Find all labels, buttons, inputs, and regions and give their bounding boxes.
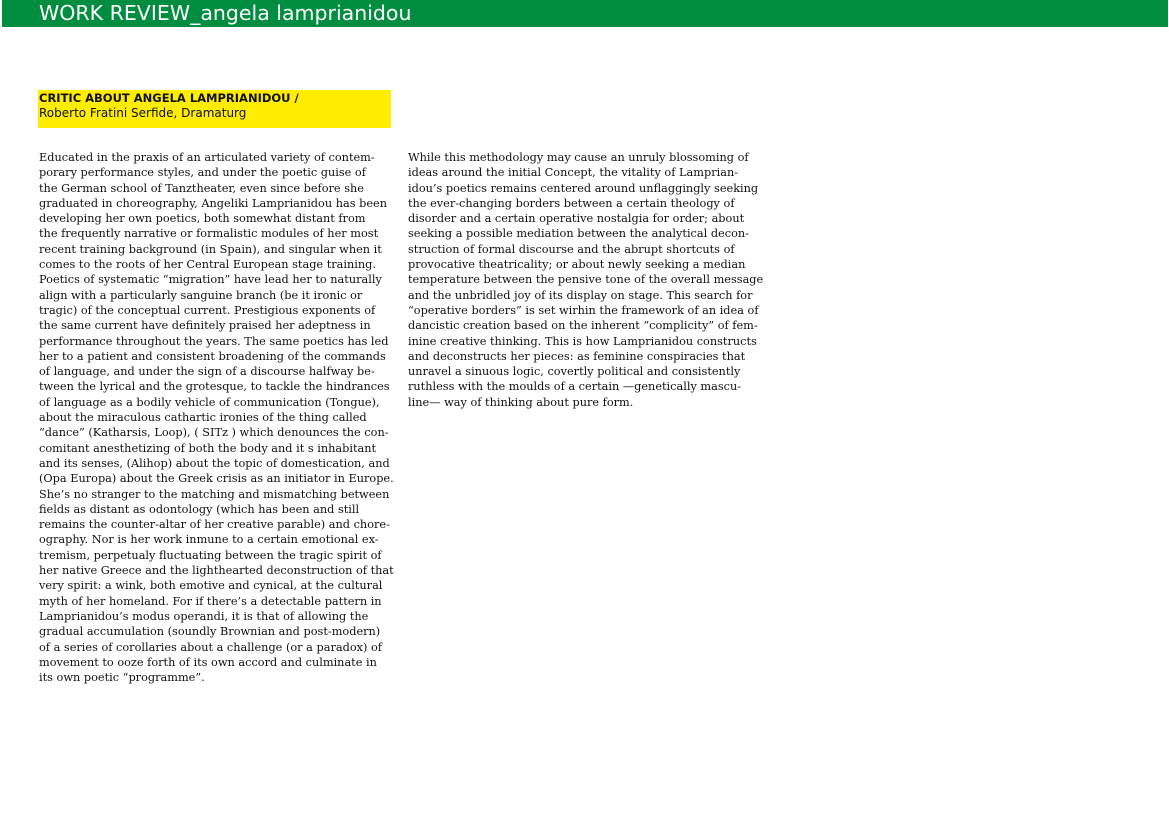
text-line: inine creative thinking. This is how Lamprianidou constructs bbox=[408, 334, 757, 348]
text-line: She’s no stranger to the matching and mismatching between bbox=[39, 487, 390, 501]
text-line: about the miraculous cathartic ironies of the thing called bbox=[39, 411, 367, 425]
text-line: the ever-changing borders between a certain theology of bbox=[408, 196, 735, 210]
text-line: Poetics of systematic “migration” have lead her to naturally bbox=[39, 273, 382, 287]
text-line: movement to ooze forth of its own accord and culminate in bbox=[39, 655, 377, 669]
text-line: and deconstructs her pieces: as feminine conspiracies that bbox=[408, 349, 746, 363]
text-line: recent training background (in Spain), and singular when it bbox=[39, 242, 382, 256]
text-line: of a series of corollaries about a challenge (or a paradox) of bbox=[39, 640, 382, 654]
text-line: tragic) of the conceptual current. Prestigious exponents of bbox=[39, 303, 376, 317]
text-line: unravel a sinuous logic, covertly political and consistently bbox=[408, 365, 741, 379]
text-line: seeking a possible mediation between the analytical decon- bbox=[408, 227, 749, 241]
text-line: myth of her homeland. For if there’s a detectable pattern in bbox=[39, 594, 382, 608]
text-line: temperature between the pensive tone of the overall message bbox=[408, 273, 764, 287]
text-line: the German school of Tanztheater, even since before she bbox=[39, 181, 364, 195]
text-line: dancistic creation based on the inherent “complicity” of fem- bbox=[408, 319, 758, 333]
text-line: comitant anesthetizing of both the body and it s inhabitant bbox=[39, 441, 377, 455]
text-line: ideas around the initial Concept, the vitality of Lamprian- bbox=[408, 166, 739, 180]
text-line: porary performance styles, and under the poetic guise of bbox=[39, 166, 366, 180]
text-line: tremism, perpetualy fluctuating between the tragic spirit of bbox=[39, 548, 382, 562]
text-line: Lamprianidou’s modus operandi, it is that of allowing the bbox=[39, 609, 369, 623]
text-line: gradual accumulation (soundly Brownian and post-modern) bbox=[39, 625, 381, 639]
text-line: While this methodology may cause an unruly blossoming of bbox=[408, 151, 749, 164]
text-line: of language, and under the sign of a discourse halfway be- bbox=[39, 365, 375, 379]
article-left-column bbox=[39, 150, 395, 685]
text-line: comes to the roots of her Central European stage training. bbox=[39, 258, 376, 272]
text-line: ruthless with the moulds of a certain —genetically mascu- bbox=[408, 380, 742, 394]
text-line: its own poetic “programme”. bbox=[39, 671, 205, 685]
article-right-column bbox=[408, 150, 764, 410]
header-bar bbox=[2, 0, 1168, 27]
text-line: idou’s poetics remains centered around unflaggingly seeking bbox=[408, 181, 759, 195]
text-line: of language as a bodily vehicle of communication (Tongue), bbox=[39, 395, 380, 409]
text-line: her to a patient and consistent broadening of the commands bbox=[39, 349, 386, 363]
text-line: her native Greece and the lighthearted deconstruction of that bbox=[39, 564, 394, 578]
critic-heading: CRITIC ABOUT ANGELA LAMPRIANIDOU / bbox=[39, 91, 299, 105]
text-line: (Opa Europa) about the Greek crisis as an initiator in Europe. bbox=[39, 472, 394, 486]
text-line: Educated in the praxis of an articulated variety of contem- bbox=[39, 151, 375, 164]
critic-author: Roberto Fratini Serfide, Dramaturg bbox=[39, 106, 247, 120]
text-line: provocative theatricality; or about newly seeking a median bbox=[408, 258, 746, 272]
text-line: graduated in choreography, Angeliki Lamprianidou has been bbox=[39, 196, 387, 210]
text-line: fields as distant as odontology (which has been and still bbox=[39, 502, 360, 516]
critic-highlight-box bbox=[38, 90, 391, 128]
page-title: WORK REVIEW_angela lamprianidou bbox=[39, 1, 412, 25]
text-line: “dance” (Katharsis, Loop), ( SITz ) which denounces the con- bbox=[39, 426, 389, 440]
text-line: remains the counter-altar of her creative parable) and chore- bbox=[39, 518, 390, 532]
text-line: very spirit: a wink, both emotive and cynical, at the cultural bbox=[39, 579, 383, 593]
text-line: tween the lyrical and the grotesque, to tackle the hindrances bbox=[39, 380, 390, 394]
text-line: the frequently narrative or formalistic modules of her most bbox=[39, 227, 379, 241]
text-line: “operative borders” is set wirhin the framework of an idea of bbox=[408, 303, 759, 317]
text-line: and its senses, (Alihop) about the topic of domestication, and bbox=[39, 456, 390, 470]
text-line: and the unbridled joy of its display on stage. This search for bbox=[408, 288, 753, 302]
text-line: struction of formal discourse and the abrupt shortcuts of bbox=[408, 242, 735, 256]
text-line: disorder and a certain operative nostalgia for order; about bbox=[408, 212, 745, 226]
text-line: line— way of thinking about pure form. bbox=[408, 395, 634, 409]
text-line: align with a particularly sanguine branch (be it ironic or bbox=[39, 288, 363, 302]
text-line: performance throughout the years. The same poetics has led bbox=[39, 334, 389, 348]
text-line: developing her own poetics, both somewhat distant from bbox=[39, 212, 366, 226]
text-line: the same current have definitely praised her adeptness in bbox=[39, 319, 371, 333]
text-line: ography. Nor is her work inmune to a certain emotional ex- bbox=[39, 533, 379, 547]
